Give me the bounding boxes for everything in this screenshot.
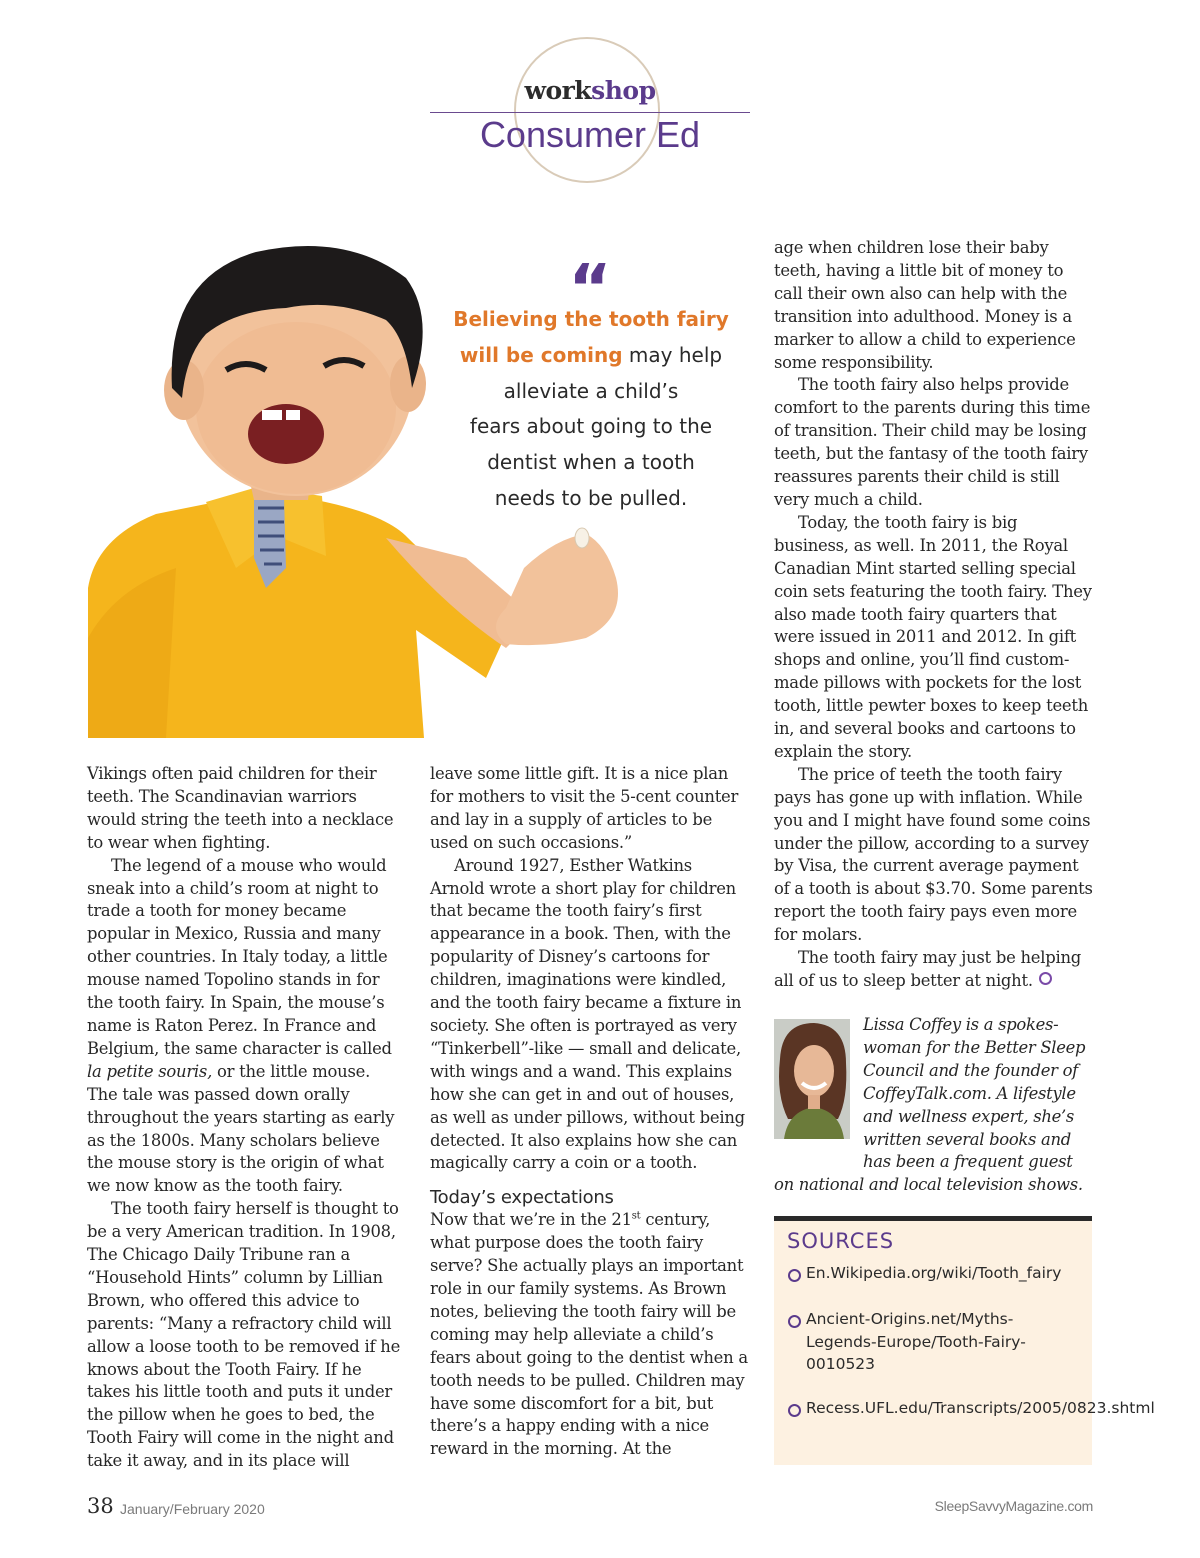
text-run: The tooth fairy may just be helping all of us to sleep better at night.: [774, 948, 1082, 990]
end-mark-icon: [1039, 972, 1052, 985]
article-column-1: [87, 763, 405, 1473]
paragraph: The tooth fairy herself is thought to be a very American tradition. In 1908, The Chicago Daily Tribune ran a “Household Hints” column by Lillian Brown, who offered this advice to parents: “Many a refractory child will allow a loose tooth to be removed if he knows about the Tooth Fairy. If he takes his little tooth and puts it under the pillow when he goes to bed, the Tooth Fairy will come in the night and take it away, and in its place will: [87, 1199, 401, 1471]
kicker-shop: shop: [591, 76, 656, 105]
quote-mark-icon: “: [568, 250, 612, 327]
paragraph: The price of teeth the tooth fairy pays has gone up with inflation. While you and I might have found some coins under the pillow, according to a survey by Visa, the current average payment of a tooth is about $3.70. Some parents report the tooth fairy pays even more for molars.: [774, 764, 1093, 945]
article-column-3: [774, 237, 1094, 993]
source-item: Recess.UFL.edu/Transcripts/2005/0823.shtml: [806, 1399, 1155, 1417]
site-url: SleepSavvyMagazine.com: [934, 1498, 1093, 1514]
source-item: En.Wikipedia.org/wiki/Tooth_fairy: [806, 1264, 1062, 1282]
paragraph: age when children lose their baby teeth, having a little bit of money to call their own also can help with the transition into adulthood. Money is a marker to allow a child to experience some responsibility.: [774, 238, 1076, 372]
sources-box: [774, 1216, 1155, 1465]
section-kicker: [430, 76, 750, 105]
pull-quote-text: needs to be pulled.: [494, 485, 688, 510]
bio-photo-spacer: [774, 1014, 863, 1152]
paragraph: [430, 1209, 750, 1461]
subheading: Today’s expectations: [430, 1187, 614, 1209]
tooth: [575, 528, 589, 548]
paragraph: Vikings often paid children for their teeth. The Scandinavian warriors would string the teeth into a necklace to wear when fighting.: [87, 764, 394, 852]
paragraph: [774, 947, 1094, 993]
header-rule: [430, 112, 750, 113]
italic-term: la petite souris,: [87, 1061, 213, 1081]
section-title: Consumer Ed: [479, 114, 701, 155]
text-run: century, what purpose does the tooth fairy serve? She actually plays an important role in our family systems. As Brown notes, believing the tooth fairy will be coming may help alleviate a child’s fears about going to the dentist when a tooth needs to be pulled. Children may have some discomfort for a bit, but there’s a happy ending with a nice reward in the morning. At the: [430, 1210, 748, 1459]
paragraph: leave some little gift. It is a nice plan for mothers to visit the 5-cent counter and lay in a supply of articles to be used on such occasions.”: [430, 764, 739, 852]
pull-quote-text: alleviate a child’s: [503, 378, 679, 403]
pull-quote: [452, 302, 730, 517]
bullet-circle-icon: [788, 1269, 801, 1282]
bullet-circle-icon: [788, 1404, 801, 1417]
pull-quote-highlight: Believing the tooth fairy: [453, 307, 729, 331]
paragraph: Today, the tooth fairy is big business, as well. In 2011, the Royal Canadian Mint started selling special coin sets featuring the tooth fairy. They also made tooth fairy quarters that were issued in 2011 and 2012. In gift shops and online, you’ll find custom-made pillows with pockets for the lost tooth, little pewter boxes to keep teeth in, and several books and cartoons to explain the story.: [774, 512, 1092, 761]
pull-quote-highlight: will be coming: [459, 342, 623, 367]
issue-date: January/February 2020: [120, 1501, 265, 1517]
source-item: Ancient-Origins.net/Myths-Legends-Europe/Tooth-Fairy-0010523: [806, 1310, 1026, 1373]
bio-text: Lissa Coffey is a spokes-woman for the Better Sleep Council and the founder of CoffeyTalk.com. A lifestyle and wellness expert, she’s written several books and has been a frequent guest on national and local television shows.: [774, 1015, 1086, 1195]
paragraph: [87, 855, 405, 1199]
page-number: 38: [87, 1494, 114, 1518]
text-run: or the little mouse. The tale was passed down orally throughout the years starting as early as the 1800s. Many scholars believe the mouse story is the origin of what we now know as the tooth fairy.: [87, 1061, 395, 1196]
hand: [496, 534, 618, 645]
kicker-work: work: [524, 76, 592, 105]
pull-quote-text: fears about going to the: [469, 414, 713, 439]
header-circle-ornament: [514, 37, 660, 183]
author-bio: [774, 1014, 1090, 1197]
bullet-circle-icon: [788, 1315, 801, 1328]
superscript: st: [631, 1210, 641, 1222]
sources-title: SOURCES: [787, 1229, 895, 1253]
paragraph: The tooth fairy also helps provide comfort to the parents during this time of transition. Their child may be losing teeth, but the fantasy of the tooth fairy reassures parents their child is still very much a child.: [774, 375, 1091, 509]
article-column-2: [430, 763, 750, 1461]
paragraph: Around 1927, Esther Watkins Arnold wrote a short play for children that became the tooth fairy’s first appearance in a book. Then, with the popularity of Disney’s cartoons for children, imaginations were kindled, and the tooth fairy became a fixture in society. She often is portrayed as very “Tinkerbell”-like — small and delicate, with wings and a wand. This explains how she can get in and out of houses, as well as under pillows, without being detected. It also explains how she can magically carry a coin or a tooth.: [430, 855, 745, 1173]
pull-quote-text: dentist when a tooth: [487, 450, 695, 475]
text-run: Now that we’re in the 21: [430, 1210, 632, 1230]
pull-quote-text: may help: [622, 342, 723, 367]
text-run: The legend of a mouse who would sneak into a child’s room at night to trade a tooth for money became popular in Mexico, Russia and many other countries. In Italy today, a little mouse named Topolino stands in for the tooth fairy. In Spain, the mouse’s name is Raton Perez. In France and Belgium, the same character is called: [87, 855, 392, 1058]
